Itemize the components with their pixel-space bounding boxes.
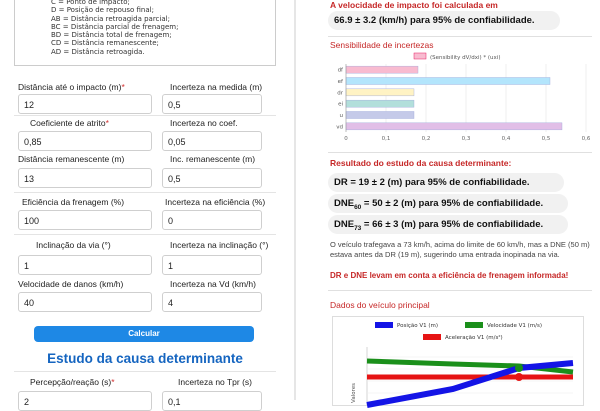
y-tick-label: ei <box>338 101 343 108</box>
x-tick-label: 0,1 <box>381 136 391 142</box>
efic-fren-input[interactable]: 100 <box>18 210 152 230</box>
inc-coef-input[interactable]: 0,05 <box>162 131 262 151</box>
legend-line: CD = Distância remanescente; <box>51 39 159 48</box>
conclusion-paragraph: O veículo trafegava a 73 km/h, acima do limite de 60 km/h, mas a DNE (50 m) estava antes da DR (19 m), sugerindo uma entrada inopinada na via. <box>330 240 590 259</box>
speed-title: A velocidade de impacto foi calculada em <box>330 0 498 10</box>
percepcao-label: Percepção/reação (s)* <box>30 377 115 387</box>
legend-line: C = Ponto de impacto; <box>51 0 130 6</box>
inclinacao-input[interactable]: 1 <box>18 255 152 275</box>
inc-tpr-input[interactable]: 0,1 <box>162 391 262 411</box>
x-tick-label: 0,3 <box>461 136 471 142</box>
coef-atrito-input[interactable]: 0,85 <box>18 131 152 151</box>
legend-line: D = Posição de repouso final; <box>51 6 154 15</box>
dne73-result: $DNE_{73} = 66 \pm 3$ (m) para 95% de confiabilidade. <box>328 215 568 234</box>
y-tick-label: ef <box>337 79 343 85</box>
sens-title: Sensibilidade de incertezas <box>330 40 434 50</box>
legend-swatch <box>423 334 441 340</box>
dist-rem-input[interactable]: 13 <box>18 168 152 188</box>
x-tick-label: 0 <box>344 136 348 142</box>
bar <box>346 123 562 130</box>
y-axis-label: Valores <box>351 383 357 403</box>
legend-label: (Sensibility dV/dxi) * (uxi) <box>430 55 501 61</box>
inc-incl-input[interactable]: 1 <box>162 255 262 275</box>
y-tick-label: df <box>337 67 343 74</box>
legend-swatch <box>375 322 393 328</box>
legend-line: BC = Distância parcial de frenagem; <box>51 22 179 31</box>
bar <box>346 66 418 73</box>
inc-rem-label: Inc. remanescente (m) <box>170 154 256 164</box>
percepcao-input[interactable]: 2 <box>18 391 152 411</box>
dr-result: DR = 19 ± 2 (m) para 95% de confiabilidade. <box>328 173 564 192</box>
inc-incl-label: Incerteza na inclinação (°) <box>170 240 269 250</box>
series-point-acceleration <box>515 373 523 381</box>
inc-efic-label: Incerteza na eficiência (%) <box>165 197 266 207</box>
legend-line: AB = Distância retroagida parcial; <box>51 14 170 23</box>
legend-label: Aceleração V1 (m/s²) <box>445 335 503 341</box>
inc-medida-label: Incerteza na medida (m) <box>170 82 263 92</box>
panel-divider <box>294 0 296 400</box>
bar <box>346 100 414 107</box>
coef-atrito-label: Coeficiente de atrito* <box>30 118 109 128</box>
sensitivity-chart <box>328 50 596 146</box>
bar <box>346 89 414 96</box>
dist-impacto-input[interactable]: 12 <box>18 94 152 114</box>
vehicle-chart-frame <box>332 316 584 406</box>
inc-rem-input[interactable]: 0,5 <box>162 168 262 188</box>
inc-medida-input[interactable]: 0,5 <box>162 94 262 114</box>
bar <box>346 111 414 118</box>
inc-tpr-label: Incerteza no Tpr (s) <box>178 377 253 387</box>
x-tick-label: 0,5 <box>541 136 551 142</box>
y-tick-label: dr <box>337 90 343 97</box>
inc-efic-input[interactable]: 0 <box>162 210 262 230</box>
efic-fren-label: Eficiência da frenagem (%) <box>22 197 125 207</box>
inc-vd-label: Incerteza na Vd (km/h) <box>170 279 256 289</box>
x-tick-label: 0,2 <box>421 136 431 142</box>
bar <box>346 77 550 84</box>
x-tick-label: 0,6 <box>581 136 591 142</box>
legend-line: AD = Distância retroagida. <box>51 47 145 56</box>
series-point-velocity <box>515 364 523 372</box>
efficiency-warning: DR e DNE levam em conta a eficiência de frenagem informada! <box>330 271 569 280</box>
legend-line: BD = Distância total de frenagem; <box>51 31 172 40</box>
legend-box <box>14 0 276 66</box>
input-panel <box>0 0 290 407</box>
vel-danos-input[interactable]: 40 <box>18 292 152 312</box>
legend-label: Velocidade V1 (m/s) <box>487 323 543 329</box>
inc-vd-input[interactable]: 4 <box>162 292 262 312</box>
y-tick-label: u <box>339 113 343 119</box>
dne60-result: $DNE_{60} = 50 \pm 2$ (m) para 95% de confiabilidade. <box>328 194 568 213</box>
vel-danos-label: Velocidade de danos (km/h) <box>18 279 124 289</box>
x-tick-label: 0,4 <box>501 136 511 142</box>
legend-label: Posição V1 (m) <box>397 323 439 329</box>
dist-rem-label: Distância remanescente (m) <box>18 154 125 164</box>
speed-result: 66.9 ± 3.2 (km/h) para 95% de confiabilidade. <box>328 11 560 30</box>
y-tick-label: vd <box>336 124 343 131</box>
vehicle-chart <box>333 317 583 405</box>
inclinacao-label: Inclinação da via (°) <box>36 240 111 250</box>
dist-impacto-label: Distância até o impacto (m)* <box>18 82 125 92</box>
section-title: Estudo da causa determinante <box>47 351 243 366</box>
study-title: Resultado do estudo da causa determinante: <box>330 158 512 168</box>
results-panel <box>300 0 600 403</box>
legend-swatch <box>465 322 483 328</box>
legend-swatch <box>414 53 426 59</box>
calcular-button[interactable]: Calcular <box>34 326 254 342</box>
vehicle-data-title: Dados do veículo principal <box>330 300 430 310</box>
inc-coef-label: Incerteza no coef. <box>170 118 238 128</box>
